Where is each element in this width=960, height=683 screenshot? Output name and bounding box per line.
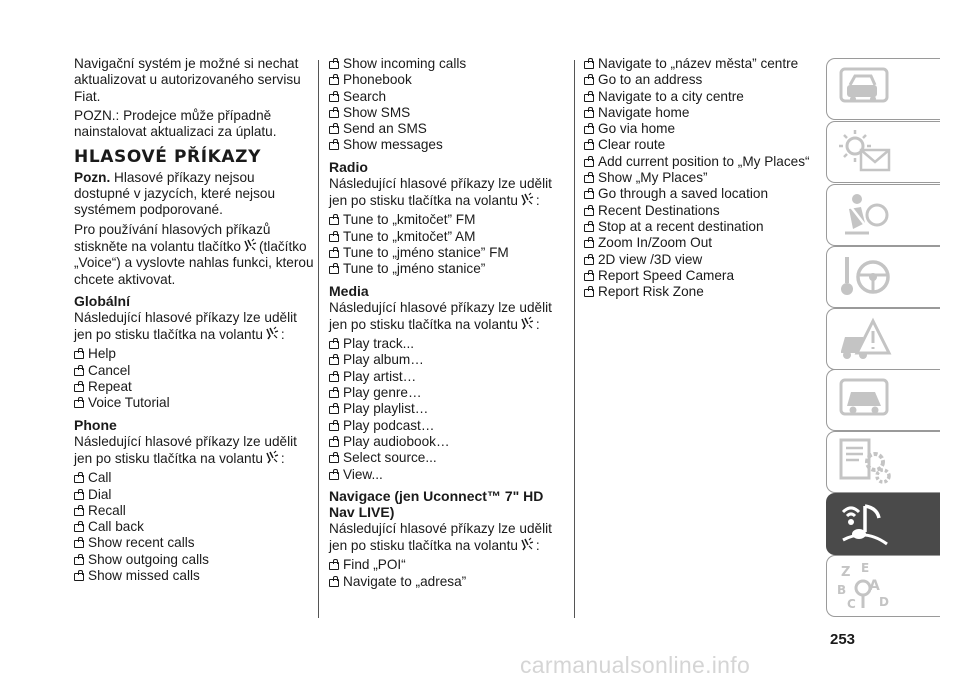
list-item: Tune to „kmitočet” AM — [329, 229, 565, 245]
pozn-label: Pozn. — [74, 169, 111, 185]
list-item: Select source... — [329, 450, 565, 466]
navigation-command-list — [329, 557, 565, 590]
column-1 — [74, 56, 314, 587]
list-item: Call back — [74, 519, 314, 535]
column-divider — [318, 60, 319, 618]
list-item: Show „My Places” — [584, 170, 812, 186]
global-command-list — [74, 346, 314, 411]
list-item: Play artist… — [329, 369, 565, 385]
list-item: Play album… — [329, 352, 565, 368]
list-item: Cancel — [74, 363, 314, 379]
phone-text: Následující hlasové příkazy lze udělit jen po stisku tlačítka na volantu : — [74, 433, 297, 466]
list-item: Search — [329, 89, 565, 105]
media-command-list — [329, 336, 565, 483]
key-steering-wheel-icon — [835, 251, 895, 303]
specs-gears-icon — [835, 436, 895, 488]
voice-button-icon — [264, 326, 280, 342]
list-item: Stop at a recent destination — [584, 219, 812, 235]
list-item: 2D view /3D view — [584, 252, 812, 268]
list-item: Show outgoing calls — [74, 552, 314, 568]
list-item: Show messages — [329, 137, 565, 153]
tab-dashboard[interactable] — [826, 58, 940, 120]
media-title: Media — [329, 282, 369, 299]
voice-button-icon — [519, 537, 535, 553]
list-item: Add current position to „My Places“ — [584, 154, 812, 170]
list-item: Dial — [74, 487, 314, 503]
list-item: Tune to „jméno stanice” — [329, 261, 565, 277]
seatbelt-airbag-icon — [835, 189, 895, 241]
list-item: Tune to „jméno stanice” FM — [329, 245, 565, 261]
voice-button-icon — [264, 450, 280, 466]
list-item: Show recent calls — [74, 535, 314, 551]
pozn-text: Hlasové příkazy nejsou dostupné v jazycích, které nejsou systémem podporované. — [74, 169, 275, 218]
voice-button-icon — [519, 192, 535, 208]
voice-button-icon — [519, 316, 535, 332]
tab-safety[interactable] — [826, 184, 940, 246]
tab-maintenance[interactable] — [826, 369, 940, 431]
car-service-icon — [835, 374, 895, 426]
warning-lights-icon — [835, 126, 895, 178]
svg-text:A: A — [869, 578, 880, 594]
phone-command-list-continued — [329, 56, 565, 154]
voice-button-icon — [242, 238, 258, 254]
tab-multimedia[interactable] — [826, 493, 940, 555]
list-item: Show SMS — [329, 105, 565, 121]
pozn-note: POZN.: Prodejce může případně nainstalovat aktualizaci za úplatu. — [74, 107, 277, 140]
column-2 — [329, 56, 565, 593]
list-item: Navigate home — [584, 105, 812, 121]
tab-starting-driving[interactable] — [826, 246, 940, 308]
intro-text: Navigační systém je možné si nechat aktualizovat u autorizovaného servisu Fiat. — [74, 56, 301, 104]
list-item: Clear route — [584, 137, 812, 153]
pozn-paragraph — [74, 170, 314, 219]
column-divider — [574, 60, 575, 618]
list-item: Voice Tutorial — [74, 395, 314, 411]
tab-technical-data[interactable] — [826, 431, 940, 493]
list-item: Phonebook — [329, 72, 565, 88]
tab-index[interactable] — [826, 555, 940, 617]
list-item: Find „POI“ — [329, 557, 565, 573]
list-item: Play playlist… — [329, 401, 565, 417]
watermark: carmanualsonline.info — [520, 652, 751, 678]
list-item: Show incoming calls — [329, 56, 565, 72]
index-letters-icon — [835, 560, 895, 612]
list-item: Play track... — [329, 336, 565, 352]
phone-title: Phone — [74, 416, 117, 433]
section-heading-voice-commands: HLASOVÉ PŘÍKAZY — [74, 147, 261, 168]
list-item: Report Speed Camera — [584, 268, 812, 284]
svg-text:Z: Z — [841, 565, 851, 580]
svg-text:E: E — [861, 561, 870, 575]
list-item: Recent Destinations — [584, 203, 812, 219]
list-item: Go via home — [584, 121, 812, 137]
phone-command-list — [74, 470, 314, 584]
list-item: Send an SMS — [329, 121, 565, 137]
list-item: Go through a saved location — [584, 186, 812, 202]
global-title: Globální — [74, 292, 130, 309]
page-number: 253 — [830, 631, 856, 648]
usage-paragraph — [74, 222, 314, 288]
global-text: Následující hlasové příkazy lze udělit jen po stisku tlačítka na volantu : — [74, 309, 297, 343]
list-item: Call — [74, 470, 314, 486]
usage-text-before: Pro používání hlasových příkazů stiskněte na volantu tlačítko — [74, 221, 271, 254]
list-item: Play genre… — [329, 385, 565, 401]
navigation-command-list-continued — [584, 56, 812, 300]
list-item: Report Risk Zone — [584, 284, 812, 300]
navigation-title: Navigace (jen Uconnect™ 7" HD Nav LIVE) — [329, 487, 544, 520]
list-item: Play podcast… — [329, 418, 565, 434]
list-item: Go to an address — [584, 72, 812, 88]
list-item: Tune to „kmitočet” FM — [329, 212, 565, 228]
tab-emergency[interactable] — [826, 308, 940, 370]
media-text: Následující hlasové příkazy lze udělit jen po stisku tlačítka na volantu : — [329, 299, 552, 332]
list-item: Repeat — [74, 379, 314, 395]
list-item: Navigate to „název města” centre — [584, 56, 812, 72]
breakdown-triangle-icon — [835, 313, 895, 365]
tab-warning-lights[interactable] — [826, 121, 940, 183]
list-item: Play audiobook… — [329, 434, 565, 450]
list-item: Show missed calls — [74, 568, 314, 584]
radio-text: Následující hlasové příkazy lze udělit jen po stisku tlačítka na volantu : — [329, 175, 552, 209]
svg-text:C: C — [847, 597, 856, 611]
list-item: Navigate to „adresa” — [329, 574, 565, 590]
radio-command-list — [329, 212, 565, 277]
radio-title: Radio — [329, 158, 368, 175]
svg-text:B: B — [837, 583, 847, 597]
list-item: View... — [329, 467, 565, 483]
list-item: Zoom In/Zoom Out — [584, 235, 812, 251]
usage-text-after: (tlačítko „Voice“) a vyslovte nahlas funkci, kterou chcete aktivovat. — [74, 238, 314, 287]
list-item: Recall — [74, 503, 314, 519]
navigation-text: Následující hlasové příkazy lze udělit jen po stisku tlačítka na volantu : — [329, 520, 552, 554]
multimedia-icon — [835, 498, 895, 550]
column-3 — [584, 56, 812, 303]
list-item: Navigate to a city centre — [584, 89, 812, 105]
svg-text:D: D — [879, 595, 889, 609]
car-dashboard-icon — [835, 63, 895, 115]
list-item: Help — [74, 346, 314, 362]
